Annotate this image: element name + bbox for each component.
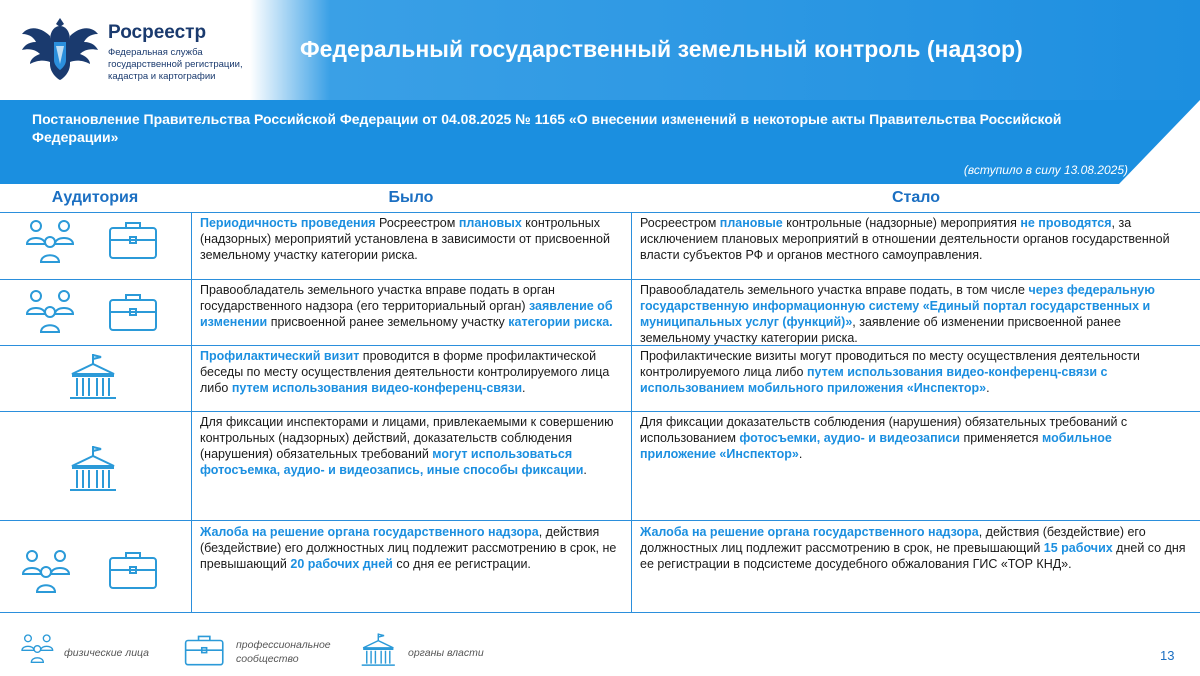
- grid-line: [0, 279, 1200, 280]
- row-1-after: [640, 215, 1190, 263]
- highlighted-text: 15 рабочих: [1043, 541, 1113, 555]
- cell-text: контрольные (надзорные) мероприятия: [782, 216, 1021, 230]
- org-subtitle: Федеральная служба государственной регистрации, кадастра и картографии: [108, 47, 243, 82]
- people-icon: [24, 218, 78, 266]
- org-name: Росреестр: [108, 22, 207, 43]
- grid-line: [0, 212, 1200, 213]
- legend-people-icon: [20, 632, 56, 666]
- highlighted-text: Периодичность проведения: [200, 216, 376, 230]
- briefcase-icon: [108, 220, 160, 262]
- cell-text: проводится в форме профилактической беседы по месту осуществления деятельности контролируемого лица либо: [200, 349, 610, 395]
- highlighted-text: плановые: [719, 216, 783, 230]
- government-building-icon: [68, 352, 120, 402]
- legend-people-label: физические лица: [64, 647, 150, 659]
- row-5-after: [640, 524, 1190, 572]
- grid-line: [0, 411, 1200, 412]
- page-number: 13: [1160, 648, 1175, 663]
- cell-text: .: [522, 381, 526, 395]
- row-5-before: [200, 524, 625, 572]
- highlighted-text: Жалоба на решение органа государственного надзора: [640, 525, 979, 539]
- cell-text: контрольных (надзорных) мероприятий установлена в зависимости от присвоенной земельному участку категории риска.: [200, 216, 610, 262]
- slide-title: Федеральный государственный земельный контроль (надзор): [300, 36, 1023, 62]
- grid-line: [631, 212, 632, 612]
- cell-text: Правообладатель земельного участка вправе подать, в том числе: [640, 283, 1029, 297]
- row-2-before: [200, 282, 625, 330]
- highlighted-text: категории риска.: [508, 315, 613, 329]
- briefcase-icon: [108, 292, 160, 334]
- cell-text: Для фиксации инспекторами и лицами, привлекаемыми к совершению контрольных (надзорных) действий, доказательств соблюдения (нарушения) обязательных требований: [200, 415, 614, 461]
- row-3-after: [640, 348, 1190, 396]
- cell-text: применяется: [959, 431, 1042, 445]
- column-header-audience: Аудитория: [51, 189, 139, 206]
- highlighted-text: через федеральную государственную информационную систему «Единый портал государственных и муниципальных услуг (функций)»: [640, 283, 1155, 329]
- cell-text: .: [798, 447, 803, 461]
- cell-text: , заявление об изменении присвоенной ранее земельному участку категории риска.: [640, 315, 1121, 345]
- people-icon: [24, 288, 78, 336]
- grid-line: [0, 520, 1200, 521]
- cell-text: Правообладатель земельного участка вправе подать в орган государственного надзора (его территориальный орган): [200, 283, 555, 313]
- people-icon: [20, 548, 74, 596]
- cell-text: , действия (бездействие) его должностных лиц подлежит рассмотрению в срок, не превышающий: [200, 525, 617, 571]
- highlighted-text: заявление об изменении: [200, 299, 613, 329]
- cell-text: присвоенной ранее земельному участку: [267, 315, 509, 329]
- highlighted-text: фотосъемки, аудио- и видеозаписи: [739, 431, 960, 445]
- highlighted-text: Профилактический визит: [200, 349, 360, 363]
- legend-briefcase-icon: [184, 634, 226, 668]
- highlighted-text: мобильное приложение «Инспектор»: [640, 431, 1112, 461]
- cell-text: .: [583, 463, 587, 477]
- highlighted-text: путем использования видео-конференц-связи: [231, 381, 523, 395]
- cell-text: Росреестром: [640, 216, 720, 230]
- cell-text: , действия (бездействие) его должностных лиц подлежит рассмотрению в срок, не превышающий: [640, 525, 1146, 555]
- cell-text: .: [986, 381, 990, 395]
- legend-government-icon: [360, 632, 398, 668]
- highlighted-text: Жалоба на решение органа государственного надзора: [200, 525, 539, 539]
- row-2-after: [640, 282, 1190, 346]
- effective-date-note: (вступило в силу 13.08.2025): [963, 163, 1128, 177]
- briefcase-icon: [108, 550, 160, 592]
- grid-line: [191, 212, 192, 612]
- row-4-before: [200, 414, 625, 478]
- eagle-emblem-icon: [20, 12, 100, 84]
- column-header-before: Было: [388, 189, 434, 206]
- highlighted-text: путем использования видео-конференц-связи с использованием мобильного приложения «Инспектор»: [640, 365, 1108, 395]
- row-1-before: [200, 215, 625, 263]
- cell-text: Росреестром: [375, 216, 459, 230]
- cell-text: со дня ее регистрации.: [392, 557, 531, 571]
- row-3-before: [200, 348, 625, 396]
- cell-text: Профилактические визиты могут проводиться по месту осуществления деятельности контролируемого лица либо: [640, 349, 1140, 379]
- grid-line: [0, 612, 1200, 613]
- column-header-after: Стало: [891, 189, 940, 206]
- row-4-after: [640, 414, 1190, 462]
- cell-text: дней со дня ее регистрации в подсистеме досудебного обжалования ГИС «ТОР КНД».: [640, 541, 1186, 571]
- cell-text: Для фиксации доказательств соблюдения (нарушения) обязательных требований с использованием: [640, 415, 1128, 445]
- highlighted-text: плановых: [458, 216, 522, 230]
- decree-text: Постановление Правительства Российской Федерации от 04.08.2025 № 1165 «О внесении изменений в некоторые акты Правительства Российской Федерации»: [32, 111, 1062, 145]
- cell-text: , за исключением плановых мероприятий в отношении деятельности органов государственной власти субъектов РФ и органов местного самоуправления.: [640, 216, 1170, 262]
- highlighted-text: могут использоваться фотосъемка, аудио- и видеозапись, иные способы фиксации: [200, 447, 584, 477]
- highlighted-text: не проводятся: [1020, 216, 1112, 230]
- legend-authorities-label: органы власти: [408, 647, 484, 659]
- government-building-icon: [68, 444, 120, 494]
- highlighted-text: 20 рабочих дней: [290, 557, 393, 571]
- legend-professional-label: профессиональное сообщество: [236, 639, 331, 665]
